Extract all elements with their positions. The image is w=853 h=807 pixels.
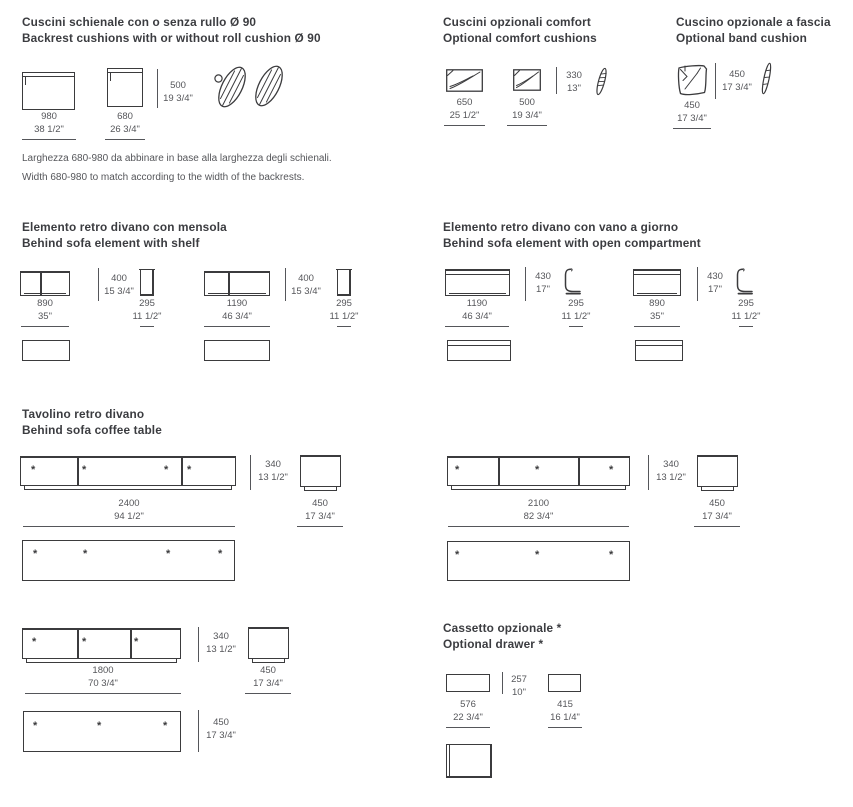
dim-in: 13 1/2" (206, 643, 236, 655)
backrest-680-width-dim (103, 111, 147, 140)
shelf-title-en: Behind sofa element with shelf (22, 235, 200, 250)
dim-in: 17" (536, 283, 550, 295)
shelf-edge-line (634, 274, 680, 275)
height-dim-line (715, 63, 716, 99)
shelf-1190-width-dim (203, 298, 271, 327)
dim-underline (105, 139, 145, 140)
dim-underline (140, 326, 154, 327)
dim-mm: 400 (111, 273, 127, 284)
coffee-1800-front-view (22, 628, 181, 659)
plinth-line (637, 293, 677, 294)
backrest-980-width-dim (21, 111, 77, 140)
dim-mm: 1190 (466, 298, 488, 309)
plinth-base (701, 486, 734, 491)
leg-marker: * (31, 464, 36, 476)
dim-in: 15 3/4" (104, 285, 134, 297)
band-section-title (676, 15, 831, 46)
dim-mm: 430 (535, 271, 551, 282)
dim-mm: 295 (336, 298, 352, 309)
backrest-980-front-view (22, 72, 75, 110)
dim-underline (25, 693, 181, 694)
dim-in: 19 3/4" (512, 109, 542, 121)
coffee-2100-width-dim (448, 498, 629, 527)
cushion-seam-line (23, 76, 74, 77)
comfort-cushion-side-view (593, 66, 610, 97)
band-title-it: Cuscino opzionale a fascia (676, 15, 831, 29)
leg-marker: * (535, 549, 540, 561)
dim-mm: 340 (663, 459, 679, 470)
dim-mm: 330 (566, 70, 582, 81)
dim-mm: 295 (738, 298, 754, 309)
leg-marker: * (83, 548, 88, 560)
open-height-dim-1 (528, 271, 558, 296)
dim-mm: 980 (41, 111, 57, 122)
drawer-inner-edge (449, 745, 450, 776)
height-dim-line (157, 69, 158, 108)
dim-in: 22 3/4" (453, 711, 483, 723)
dim-mm: 450 (260, 665, 276, 676)
dim-underline (634, 326, 680, 327)
open-890-top-view (635, 340, 683, 361)
leg-marker: * (33, 720, 38, 732)
plinth-base (252, 658, 285, 663)
comfort-650-front-view (446, 69, 483, 92)
dim-mm: 890 (649, 298, 665, 309)
dim-mm: 450 (729, 69, 745, 80)
dim-in: 15 3/4" (291, 285, 321, 297)
drawer-576-width-dim (444, 699, 492, 728)
note-it: Larghezza 680-980 da abbinare in base alla larghezza degli schienali. (22, 153, 332, 164)
height-dim-line (198, 627, 199, 662)
dim-underline (445, 326, 509, 327)
dim-in: 17 3/4" (722, 81, 752, 93)
shelf-height-dim-2 (288, 273, 324, 298)
coffee-1800-top-view (23, 711, 181, 752)
open-title-en: Behind sofa element with open compartment (443, 235, 701, 250)
leg-marker: * (134, 636, 139, 648)
leg-marker: * (163, 720, 168, 732)
leg-marker: * (535, 464, 540, 476)
divider-line (228, 273, 230, 295)
divider-line (130, 630, 132, 658)
open-side-view-1 (562, 266, 582, 296)
shelf-1190-top-view (204, 340, 270, 361)
backrest-height-dim (160, 80, 196, 105)
leg-marker: * (609, 464, 614, 476)
dim-mm: 1190 (226, 298, 248, 309)
dim-in: 11 1/2" (132, 310, 162, 322)
dim-mm: 680 (117, 111, 133, 122)
leg-marker: * (82, 636, 87, 648)
coffee-height-dim-2 (652, 459, 690, 484)
dim-mm: 257 (511, 674, 527, 685)
dim-mm: 450 (312, 498, 328, 509)
plinth-line (208, 293, 266, 294)
shelf-side-view-2 (337, 269, 351, 296)
backrest-title-it: Cuscini schienale con o senza rullo Ø 90 (22, 15, 257, 29)
height-dim-line (502, 672, 503, 694)
plinth-base (304, 486, 337, 491)
plinth-base (451, 485, 626, 490)
divider-line (498, 458, 500, 485)
dim-mm: 295 (568, 298, 584, 309)
dim-in: 10" (512, 686, 526, 698)
shelf-890-top-view (22, 340, 70, 361)
height-dim-line (648, 455, 649, 490)
leg-marker: * (218, 548, 223, 560)
depth-dim-line (198, 710, 199, 752)
dim-in: 35" (38, 310, 52, 322)
coffee-depth-dim-3 (244, 665, 292, 694)
coffee-title-it: Tavolino retro divano (22, 407, 145, 421)
drawer-415-front-view (548, 674, 581, 692)
leg-marker: * (32, 636, 37, 648)
dim-underline (22, 139, 76, 140)
dim-mm: 340 (213, 631, 229, 642)
note-en: Width 680-980 to match according to the width of the backrests. (22, 171, 305, 183)
open-1190-top-view (447, 340, 511, 361)
dim-mm: 2400 (118, 498, 140, 509)
shelf-edge-line (446, 274, 509, 275)
cushion-seam-line (108, 72, 142, 73)
open-890-front-view (633, 269, 681, 296)
shelf-height-dim-1 (101, 273, 137, 298)
comfort-500-width-dim (505, 97, 549, 126)
height-dim-line (285, 268, 286, 301)
plinth-base (24, 485, 232, 490)
shelf-890-width-dim (17, 298, 73, 327)
dim-underline (548, 727, 582, 728)
plinth-base (26, 658, 177, 663)
cushion-corner-tick (25, 76, 26, 85)
shelf-title-it: Elemento retro divano con mensola (22, 220, 227, 234)
comfort-500-front-view (513, 69, 541, 91)
dim-underline (673, 128, 711, 129)
drawer-415-width-dim (545, 699, 585, 728)
coffee-2400-top-view (22, 540, 235, 581)
dim-underline (694, 526, 740, 527)
drawer-section-title (443, 621, 561, 652)
dim-in: 11 1/2" (329, 310, 359, 322)
band-cushion-side-view (759, 61, 774, 96)
leg-marker: * (164, 464, 169, 476)
dim-in: 19 3/4" (163, 92, 193, 104)
coffee-side-view-3 (248, 627, 289, 659)
drawer-top-view (446, 744, 492, 778)
dim-in: 16 1/4" (550, 711, 580, 723)
dim-in: 25 1/2" (449, 109, 480, 121)
open-title-it: Elemento retro divano con vano a giorno (443, 220, 679, 234)
drawer-title-it: Cassetto opzionale * (443, 621, 562, 635)
shelf-section-title (22, 220, 227, 251)
shelf-depth-dim-1 (130, 298, 164, 327)
drawer-576-front-view (446, 674, 490, 692)
leg-marker: * (97, 720, 102, 732)
dim-underline (297, 526, 343, 527)
dim-in: 38 1/2" (34, 123, 64, 135)
dim-in: 11 1/2" (731, 310, 761, 322)
coffee-depth-dim-1 (296, 498, 344, 527)
dim-underline (448, 526, 629, 527)
comfort-title-it: Cuscini opzionali comfort (443, 15, 591, 29)
dim-underline (204, 326, 270, 327)
dim-in: 46 3/4" (462, 310, 492, 322)
dim-mm: 450 (684, 100, 700, 111)
leg-marker: * (187, 464, 192, 476)
height-dim-line (250, 455, 251, 490)
dim-in: 17 3/4" (677, 112, 707, 124)
height-dim-line (697, 267, 698, 301)
dim-mm: 415 (557, 699, 573, 710)
dim-underline (337, 326, 351, 327)
coffee-2400-width-dim (23, 498, 235, 527)
shelf-edge-line (636, 345, 682, 346)
open-depth-dim-2 (729, 298, 763, 327)
coffee-depth-dim-2 (693, 498, 741, 527)
divider-line (181, 458, 183, 485)
backrest-title-en: Backrest cushions with or without roll cushion Ø 90 (22, 30, 321, 45)
dim-mm: 576 (460, 699, 476, 710)
open-1190-width-dim (444, 298, 510, 327)
shelf-edge-line (448, 345, 510, 346)
bracket-cap (139, 269, 155, 270)
dim-mm: 450 (709, 498, 725, 509)
divider-line (40, 273, 42, 295)
leg-marker: * (33, 548, 38, 560)
leg-marker: * (455, 464, 460, 476)
comfort-height-dim (559, 70, 589, 95)
dim-underline (21, 326, 69, 327)
shelf-890-front-view (20, 271, 70, 296)
shelf-1190-front-view (204, 271, 270, 296)
dim-mm: 450 (213, 717, 229, 728)
divider-line (77, 630, 79, 658)
comfort-650-width-dim (442, 97, 487, 126)
band-cushion-front-view (676, 63, 709, 97)
dim-in: 70 3/4" (88, 677, 118, 689)
coffee-section-title (22, 407, 162, 438)
dim-in: 17 3/4" (702, 510, 732, 522)
dim-underline (23, 526, 235, 527)
dim-mm: 500 (519, 97, 535, 108)
dim-mm: 400 (298, 273, 314, 284)
shelf-side-view-1 (140, 269, 154, 296)
coffee-title-en: Behind sofa coffee table (22, 422, 162, 437)
band-title-en: Optional band cushion (676, 30, 807, 45)
dim-in: 17 3/4" (253, 677, 283, 689)
backrest-680-front-view (107, 68, 143, 107)
height-dim-line (98, 268, 99, 301)
dim-in: 46 3/4" (222, 310, 252, 322)
coffee-1800-width-dim (25, 665, 181, 694)
backrest-note (22, 150, 332, 187)
dim-mm: 1800 (92, 665, 114, 676)
drawer-title-en: Optional drawer * (443, 636, 544, 651)
coffee-side-view-1 (300, 455, 341, 487)
coffee-top-depth-dim (202, 717, 240, 742)
plinth-line (24, 293, 66, 294)
dim-mm: 340 (265, 459, 281, 470)
dim-in: 17" (708, 283, 722, 295)
comfort-title-en: Optional comfort cushions (443, 30, 597, 45)
band-height-dim (718, 69, 756, 94)
dim-in: 17 3/4" (206, 729, 236, 741)
coffee-2100-top-view (447, 541, 630, 581)
dim-underline (444, 125, 485, 126)
dim-mm: 650 (456, 97, 473, 108)
coffee-2400-front-view (20, 456, 236, 486)
open-side-view-2 (734, 266, 754, 296)
divider-line (578, 458, 580, 485)
dim-in: 13 1/2" (258, 471, 288, 483)
height-dim-line (525, 267, 526, 301)
band-width-dim (671, 100, 713, 129)
shelf-depth-dim-2 (327, 298, 361, 327)
dim-mm: 500 (170, 80, 186, 91)
leg-marker: * (166, 548, 171, 560)
dim-in: 26 3/4" (110, 123, 140, 135)
dim-underline (245, 693, 291, 694)
coffee-2100-front-view (447, 456, 630, 486)
leg-marker: * (82, 464, 87, 476)
cushion-corner-tick (110, 72, 111, 81)
bracket-cap (336, 269, 352, 270)
dim-in: 13 1/2" (656, 471, 686, 483)
divider-line (77, 458, 79, 485)
open-890-width-dim (631, 298, 683, 327)
dim-in: 94 1/2" (114, 510, 144, 522)
dim-in: 82 3/4" (523, 510, 554, 522)
plinth-line (449, 293, 506, 294)
coffee-height-dim-3 (202, 631, 240, 656)
dim-underline (569, 326, 583, 327)
coffee-side-view-2 (697, 455, 738, 487)
dim-underline (507, 125, 547, 126)
backrest-section-title (22, 15, 321, 46)
leg-marker: * (609, 549, 614, 561)
open-1190-front-view (445, 269, 510, 296)
open-height-dim-2 (700, 271, 730, 296)
leg-marker: * (455, 549, 460, 561)
comfort-section-title (443, 15, 597, 46)
dim-mm: 890 (37, 298, 53, 309)
coffee-height-dim-1 (254, 459, 292, 484)
dim-underline (446, 727, 490, 728)
dim-mm: 2100 (527, 498, 550, 509)
dim-mm: 295 (139, 298, 155, 309)
dim-in: 11 1/2" (561, 310, 591, 322)
dim-in: 35" (650, 310, 664, 322)
open-section-title (443, 220, 701, 251)
roll-cushions-drawing (207, 62, 289, 112)
dim-in: 13" (567, 82, 581, 94)
dim-in: 17 3/4" (305, 510, 335, 522)
height-dim-line (556, 67, 557, 94)
drawer-height-dim (505, 674, 533, 699)
open-depth-dim-1 (559, 298, 593, 327)
dim-underline (739, 326, 753, 327)
dim-mm: 430 (707, 271, 723, 282)
